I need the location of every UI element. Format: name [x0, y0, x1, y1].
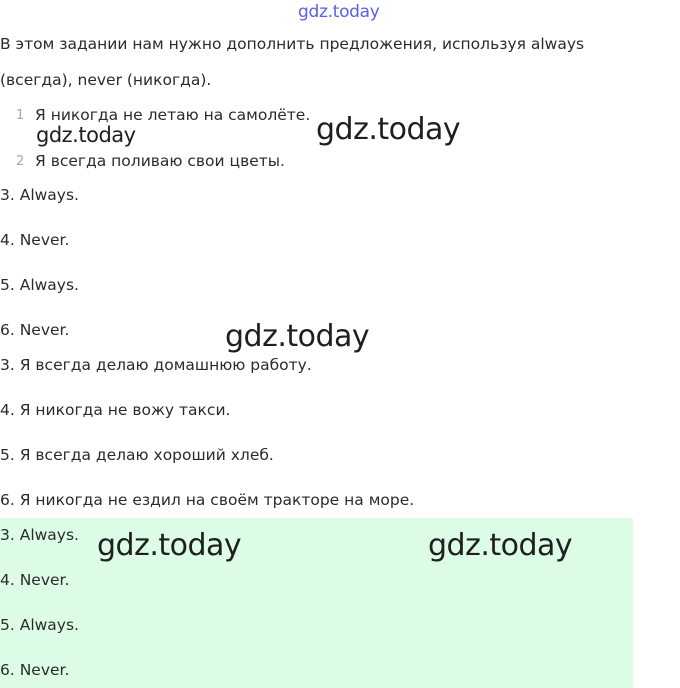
- answer-line: 6. Never.: [0, 321, 70, 339]
- intro-line-2: (всегда), never (никогда).: [0, 71, 212, 89]
- list-number: 2: [16, 154, 25, 169]
- site-logo[interactable]: gdz.today: [298, 2, 380, 22]
- list-text: Я всегда поливаю свои цветы.: [35, 152, 285, 170]
- watermark: gdz.today: [225, 319, 370, 354]
- translation-line: 3. Я всегда делаю домашнюю работу.: [0, 356, 312, 374]
- watermark: gdz.today: [316, 112, 461, 147]
- answer-line: 5. Always.: [0, 276, 79, 294]
- watermark: gdz.today: [36, 123, 136, 147]
- answer-line: 3. Always.: [0, 526, 79, 544]
- answer-line: 6. Never.: [0, 661, 70, 679]
- intro-line-1: В этом задании нам нужно дополнить предложения, используя always: [0, 35, 585, 53]
- list-text: Я никогда не летаю на самолёте.: [35, 106, 311, 124]
- watermark: gdz.today: [97, 528, 242, 563]
- translation-line: 4. Я никогда не вожу такси.: [0, 401, 231, 419]
- translation-line: 6. Я никогда не ездил на своём тракторе на море.: [0, 491, 415, 509]
- answer-line: 3. Always.: [0, 186, 79, 204]
- translation-line: 5. Я всегда делаю хороший хлеб.: [0, 446, 274, 464]
- list-number: 1: [16, 108, 25, 123]
- answer-line: 4. Never.: [0, 231, 70, 249]
- watermark: gdz.today: [428, 528, 573, 563]
- answer-line: 5. Always.: [0, 616, 79, 634]
- answer-line: 4. Never.: [0, 571, 70, 589]
